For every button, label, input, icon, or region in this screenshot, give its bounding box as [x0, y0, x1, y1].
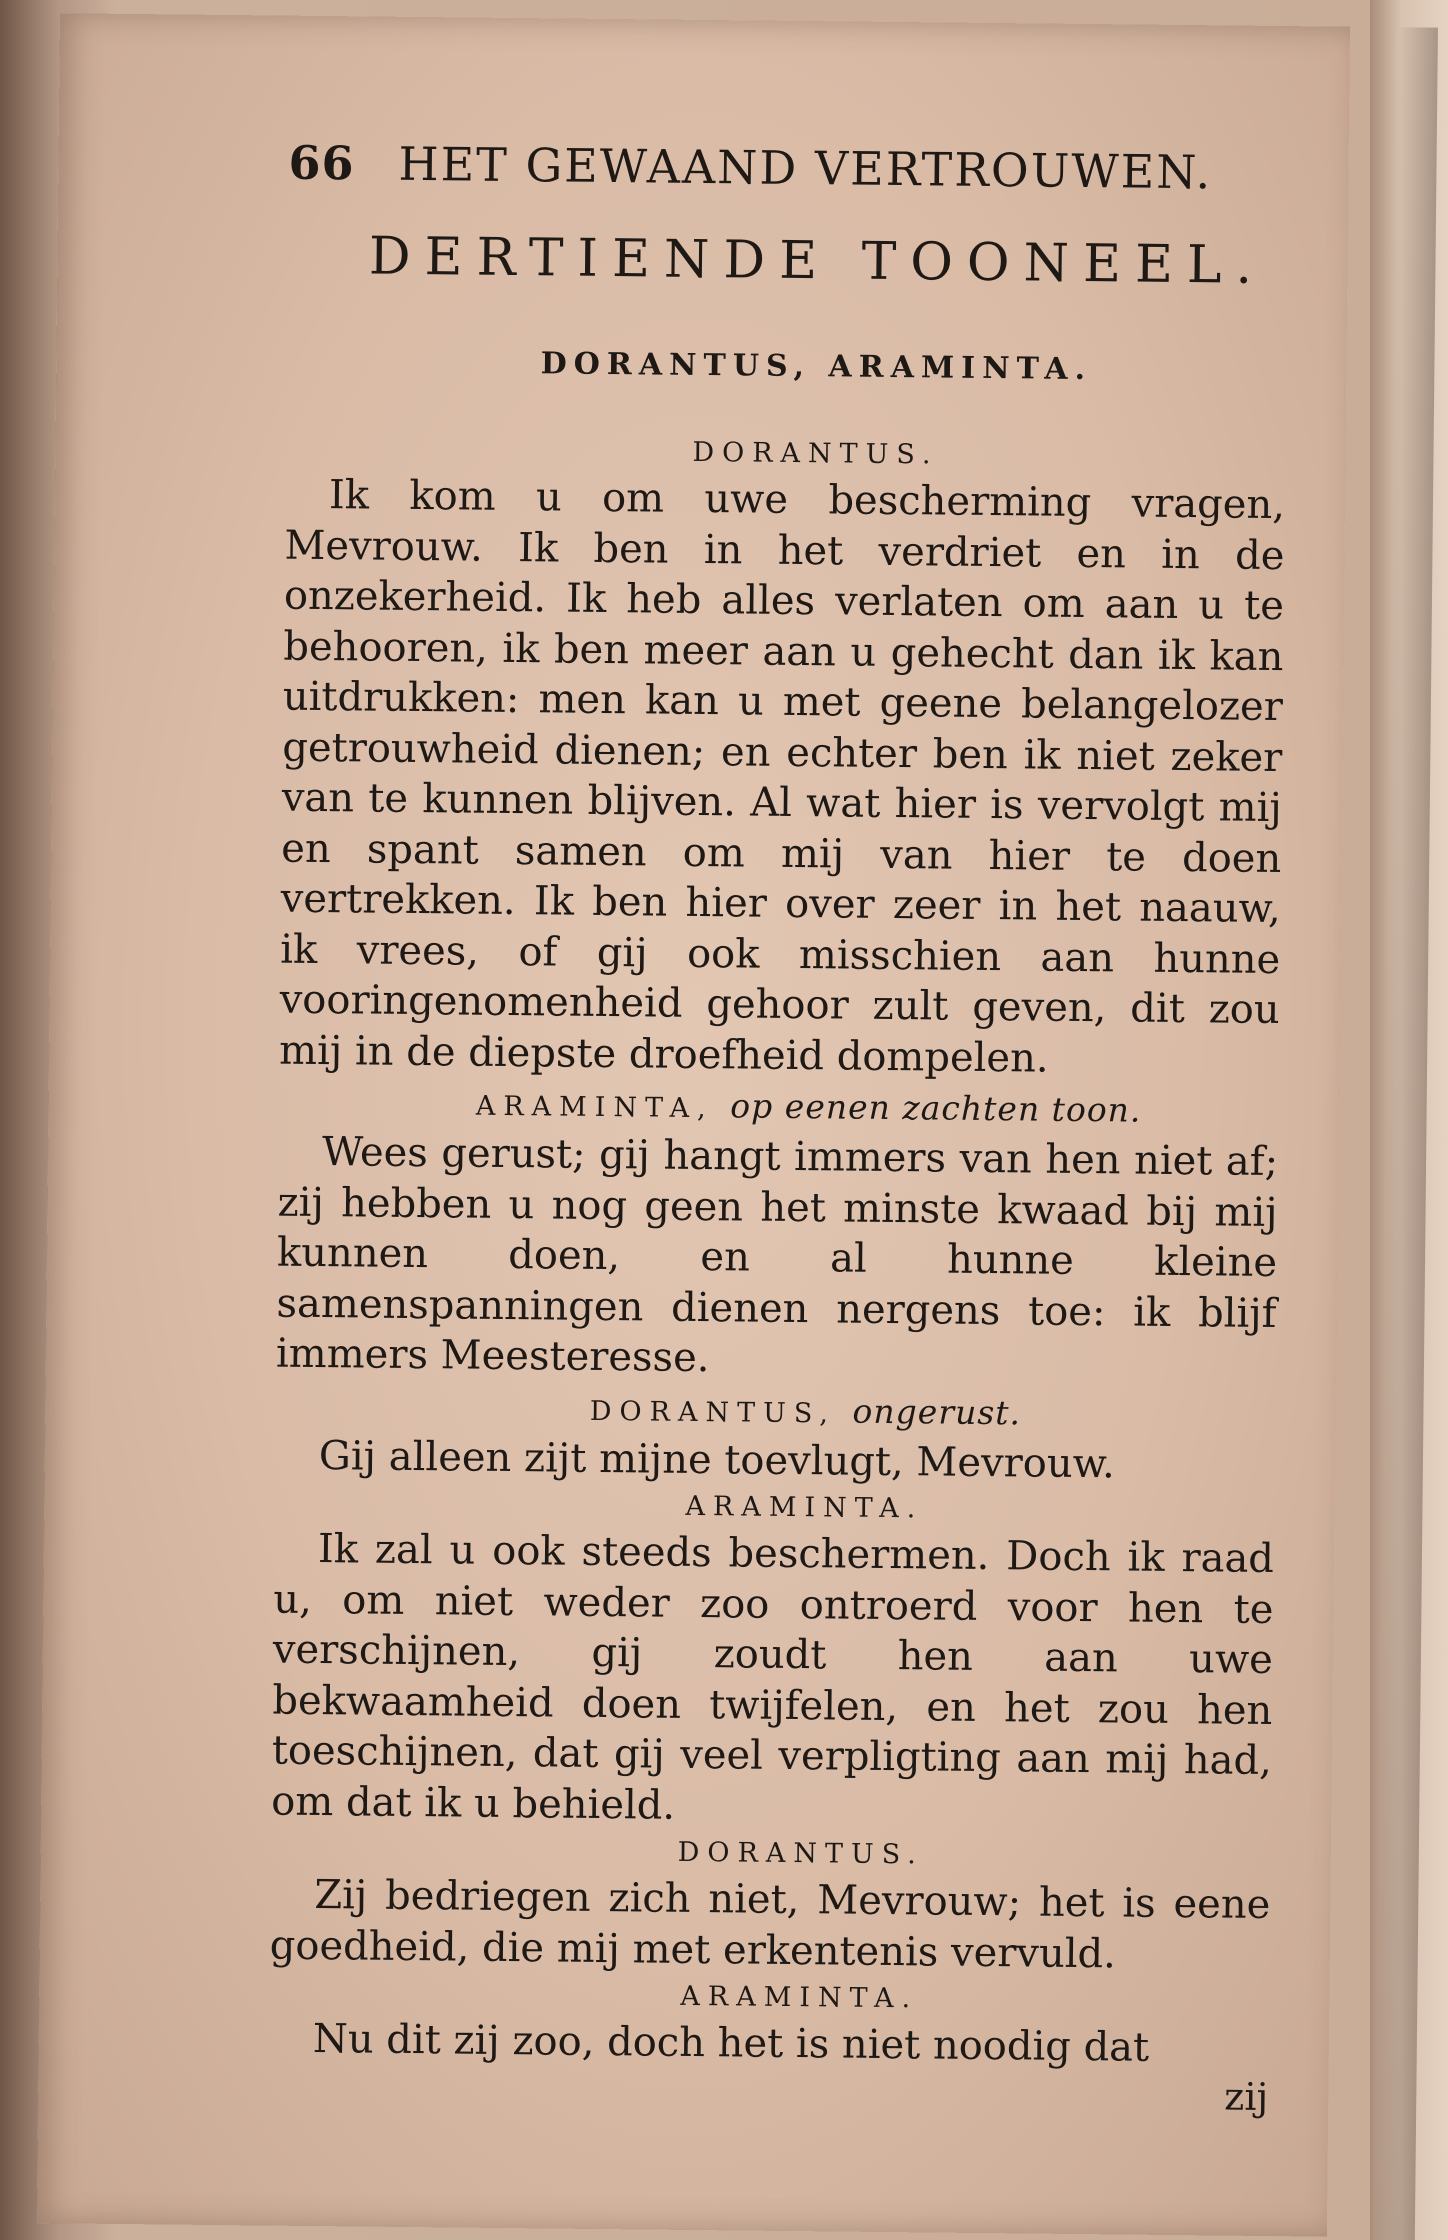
speech-text: Gij alleen zijt mijne toevlugt, Mevrouw. — [318, 1432, 1116, 1487]
speaker-name: ARAMINTA. — [685, 1490, 924, 1525]
running-head — [288, 136, 1289, 200]
speaker-name: ARAMINTA. — [680, 1980, 919, 2015]
speech-text: Wees gerust; gij hangt immers van hen niet af; zij hebben u nog geen het minste kwaad bij mij kunnen doen, en al hunne kleine samenspanningen dienen nergens toe: ik blijf immers Meesteresse. — [275, 1129, 1279, 1382]
speaker-name: ARAMINTA, — [475, 1090, 714, 1125]
speech-text: Zij bedriegen zich niet, Mevrouw; het is eene goedheid, die mij met erkentenis vervuld. — [269, 1872, 1271, 1977]
speaker-name: DORANTUS. — [677, 1836, 925, 1871]
cast-list: DORANTUS, ARAMINTA. — [540, 346, 1093, 388]
speaker-label — [338, 1082, 1278, 1131]
speaker-label — [345, 433, 1285, 474]
speaker-label — [335, 1386, 1275, 1435]
stage-direction: op eenen zachten toon. — [730, 1086, 1142, 1130]
running-title: HET GEWAAND VERTROUWEN. — [398, 136, 1213, 200]
book-page — [37, 13, 1350, 2236]
speech-text: Ik kom u om uwe bescherming vragen, Mevrouw. Ik ben in het verdriet en in de onzekerheid. Ik heb alles verlaten om aan u te behooren, ik ben meer aan u gehecht dan ik kan uitdrukken: men kan u met geene belangelozer getrouwheid dienen; en echter ben ik niet zeker van te kunnen blijven. Al wat hier is vervolgt mij en spant samen om mij van hier te doen vertrekken. Ik ben hier over zeer in het naauw, ik vrees, of gij ook misschien aan hunne vooringenomenheid gehoor zult geven, dit zou mij in de diepste droefheid dompelen. — [278, 472, 1286, 1082]
page-number: 66 — [288, 135, 355, 191]
speaker-label — [329, 1977, 1269, 2018]
speaker-name: DORANTUS. — [692, 436, 939, 471]
scene-title: DERTIENDE TOONEEL. — [368, 226, 1267, 296]
stage-direction: ongerust. — [852, 1391, 1022, 1432]
catchword: zij — [1224, 2074, 1269, 2119]
speech-text: Nu dit zij zoo, doch het is niet noodig dat — [312, 2016, 1150, 2071]
text-block — [268, 136, 1289, 2119]
speech-text: Ik zal u ook steeds beschermen. Doch ik raad u, om niet weder zoo ontroerd voor hen te verschijnen, gij zoudt hen aan uwe bekwaamheid doen twijfelen, en het zou hen toeschijnen, dat gij veel verpligting aan mij had, om dat ik u behield. — [271, 1526, 1275, 1829]
speaker-name: DORANTUS, — [589, 1395, 837, 1429]
speaker-label — [334, 1487, 1274, 1528]
speaker-label — [331, 1833, 1271, 1874]
